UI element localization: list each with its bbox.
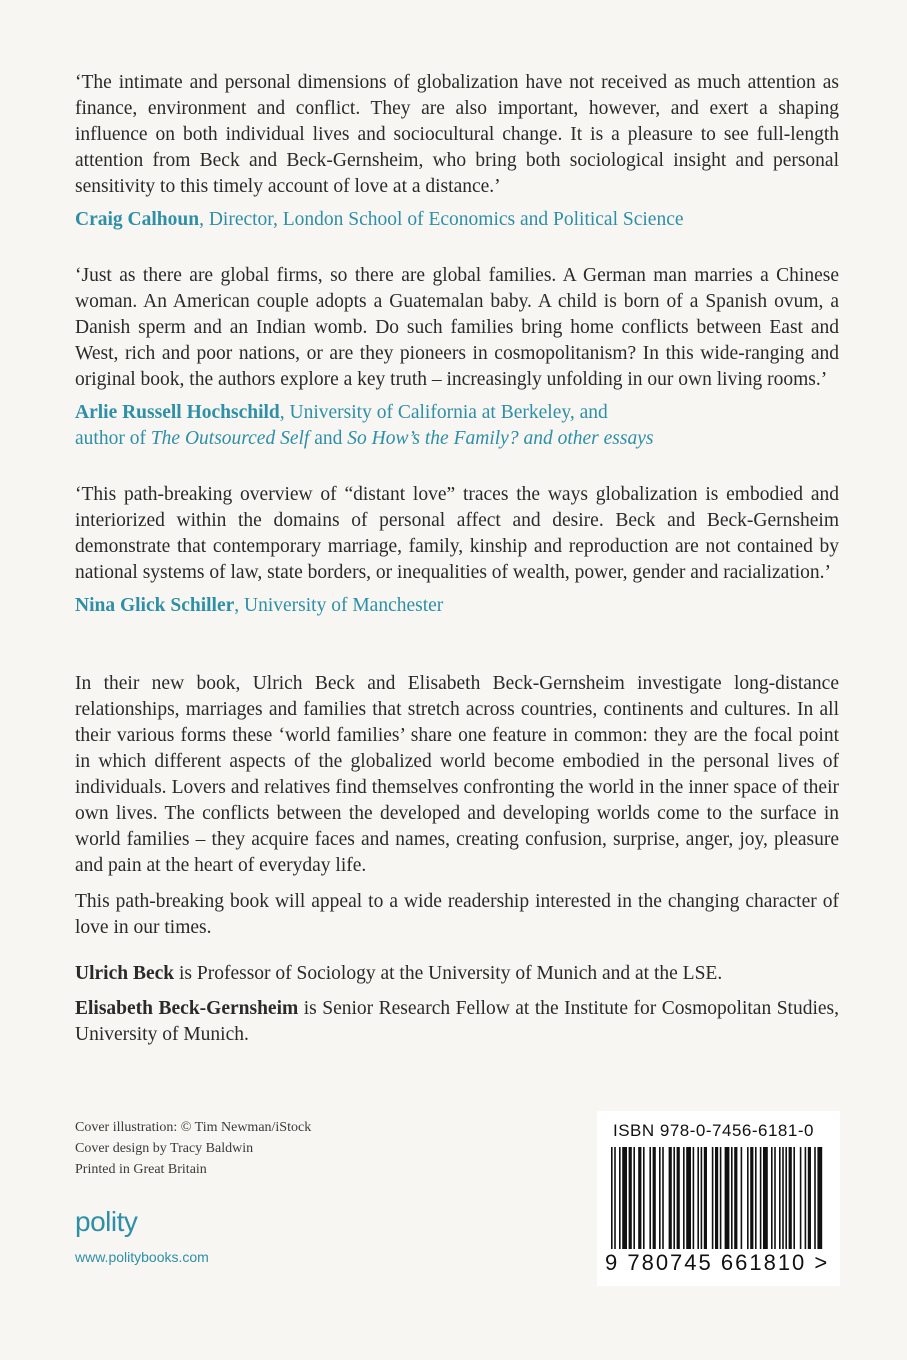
illustration-credit: Cover illustration: © Tim Newman/iStock [75, 1120, 312, 1135]
author-name: Ulrich Beck [75, 963, 175, 984]
book-title: The Outsourced Self [150, 428, 310, 449]
isbn-label: ISBN 978-0-7456-6181-0 [613, 1121, 814, 1140]
author-bio-text: is Professor of Sociology at the University of Munich and at the LSE. [174, 963, 723, 984]
printed-credit: Printed in Great Britain [75, 1162, 207, 1177]
endorsement-attribution [75, 400, 839, 452]
endorsement-quote: ‘Just as there are global firms, so there are global families. A German man marries a Chinese woman. An American couple adopts a Guatemalan baby. A child is born of a Spanish ovum, a Danish sperm and an Indian womb. Do such families bring home conflicts between East and West, rich and poor nations, or are they pioneers in cosmopolitanism? In this wide-ranging and original book, the authors explore a key truth – increasingly unfolding in our own living rooms.’ [75, 265, 839, 390]
design-credit: Cover design by Tracy Baldwin [75, 1141, 254, 1156]
endorsement-quote: ‘The intimate and personal dimensions of globalization have not received as much attention as finance, environment and conflict. They are also important, however, and exert a shaping influence on both individual lives and sociocultural change. It is a pleasure to see full-length attention from Beck and Beck-Gernsheim, who bring both sociological insight and personal sensitivity to this timely account of love at a distance.’ [75, 72, 839, 197]
cover-credits [75, 1117, 311, 1180]
author-bio-text: is Senior Research Fellow at the Institute for Cosmopolitan Studies, University of Munich. [75, 998, 839, 1045]
endorsement-3 [75, 482, 839, 619]
author-bio [75, 961, 839, 987]
endorser-affiliation-line2: author of [75, 428, 151, 449]
barcode-icon [611, 1147, 825, 1249]
barcode-digits: 9 780745 661810 > [605, 1250, 830, 1275]
endorser-name: Arlie Russell Hochschild [75, 402, 280, 423]
endorser-affiliation: , Director, London School of Economics and Political Science [199, 209, 684, 230]
description-paragraph: This path-breaking book will appeal to a wide readership interested in the changing character of love in our times. [75, 891, 839, 938]
endorsement-1 [75, 70, 839, 233]
back-cover-content [75, 70, 839, 1057]
publisher-logo: polity [75, 1206, 138, 1237]
endorser-name: Craig Calhoun [75, 209, 200, 230]
description-paragraph: In their new book, Ulrich Beck and Elisabeth Beck-Gernsheim investigate long-distance relationships, marriages and families that stretch across countries, continents and cultures. In all their various forms these ‘world families’ share one feature in common: they are the focal point in which different aspects of the globalized world become embodied in the personal lives of individuals. Lovers and relatives find themselves confronting the world in the inner space of their own lives. The conflicts between the developed and developing worlds come to the surface in world families – they acquire faces and names, creating confusion, surprise, anger, joy, pleasure and pain at the heart of everyday life. [75, 673, 839, 876]
endorser-affiliation: , University of California at Berkeley, and [279, 402, 608, 423]
author-bio [75, 996, 839, 1048]
endorser-affiliation: , University of Manchester [234, 595, 444, 616]
endorsement-attribution [75, 593, 839, 619]
endorser-name: Nina Glick Schiller [75, 595, 235, 616]
isbn-barcode [597, 1111, 840, 1286]
publisher-url: www.politybooks.com [75, 1249, 209, 1265]
endorsement-quote: ‘This path-breaking overview of “distant love” traces the ways globalization is embodied and interiorized within the domains of personal affect and desire. Beck and Beck-Gernsheim demonstrate that contemporary marriage, family, kinship and reproduction are not contained by national systems of law, state borders, or inequalities of wealth, power, gender and racialization.’ [75, 484, 839, 583]
endorsement-attribution [75, 207, 839, 233]
conjunction: and [309, 428, 348, 449]
endorsement-2 [75, 263, 839, 452]
book-title: So How’s the Family? and other essays [347, 428, 654, 449]
author-name: Elisabeth Beck-Gernsheim [75, 998, 299, 1019]
book-description [75, 671, 839, 941]
